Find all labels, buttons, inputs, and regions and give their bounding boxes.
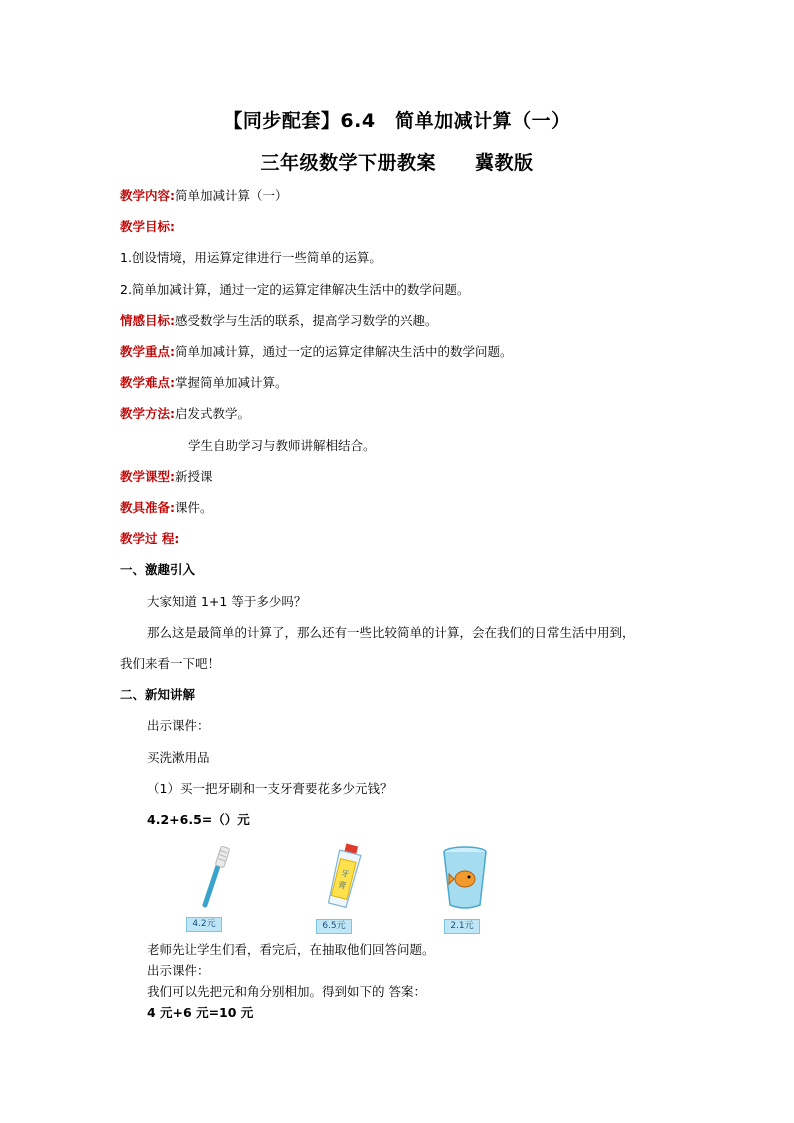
- content-text: 简单加减计算（一）: [175, 188, 288, 203]
- after-image-paragraph: 老师先让学生们看，看完后，在抽取他们回答问题。: [147, 942, 435, 957]
- teaching-key: [120, 343, 513, 361]
- lesson-type: [120, 468, 213, 486]
- section1-paragraph-2-cont: 我们来看一下吧！: [120, 656, 221, 671]
- teaching-tools: [120, 499, 213, 517]
- toothpaste-icon: [309, 840, 379, 916]
- toothpaste-label-1: 牙: [340, 868, 351, 879]
- tools-text: 课件。: [175, 500, 213, 515]
- method-label: 教学方法:: [120, 406, 175, 421]
- toothbrush-image: [183, 843, 253, 915]
- cup-icon: [430, 843, 500, 915]
- section1-heading: 一、激趣引入: [120, 562, 196, 577]
- goals-label: 教学目标:: [120, 219, 175, 234]
- toothbrush-price-tag: 4.2元: [186, 917, 222, 932]
- question-line: （1）买一把牙刷和一支牙膏要花多少元钱？: [147, 781, 393, 796]
- show-courseware-2: 出示课件：: [147, 963, 210, 978]
- toothpaste-label-2: 膏: [337, 879, 348, 891]
- section1-paragraph-2: 那么这是最简单的计算了，那么还有一些比较简单的计算，会在我们的日常生活中用到，: [147, 625, 635, 640]
- show-courseware-1: 出示课件：: [147, 718, 210, 733]
- document-title: 【同步配套】6.4 简单加减计算（一）: [223, 110, 571, 132]
- teaching-difficulty: [120, 374, 288, 392]
- tools-label: 教具准备:: [120, 500, 175, 515]
- method-text-2: 学生自助学习与教师讲解相结合。: [188, 438, 376, 453]
- section1-paragraph-1: 大家知道 1+1 等于多少吗？: [147, 594, 307, 609]
- lesson-type-text: 新授课: [175, 469, 213, 484]
- teaching-method: [120, 405, 250, 423]
- goal-item-2: 2.简单加减计算，通过一定的运算定律解决生活中的数学问题。: [120, 282, 470, 297]
- answer-intro: 我们可以先把元和角分别相加。得到如下的 答案：: [147, 984, 426, 999]
- section2-heading: 二、新知讲解: [120, 687, 196, 702]
- difficulty-text: 掌握简单加减计算。: [175, 375, 288, 390]
- cup-image: [430, 843, 500, 915]
- formula-line: 4.2+6.5=（）元: [147, 812, 250, 827]
- key-label: 教学重点:: [120, 344, 175, 359]
- goal-item-1: 1.创设情境，用运算定律进行一些简单的运算。: [120, 250, 382, 265]
- process-label: 教学过 程:: [120, 531, 180, 546]
- cup-price-tag: 2.1元: [444, 919, 480, 934]
- lesson-type-label: 教学课型:: [120, 469, 175, 484]
- difficulty-label: 教学难点:: [120, 375, 175, 390]
- emotion-label: 情感目标:: [120, 313, 175, 328]
- toothpaste-price-tag: 6.5元: [316, 919, 352, 934]
- key-text: 简单加减计算，通过一定的运算定律解决生活中的数学问题。: [175, 344, 513, 359]
- emotion-text: 感受数学与生活的联系，提高学习数学的兴趣。: [175, 313, 438, 328]
- toothpaste-image: [309, 840, 379, 912]
- document-subtitle: 三年级数学下册教案 冀教版: [260, 152, 534, 174]
- method-text-1: 启发式教学。: [175, 406, 251, 421]
- emotion-goal: [120, 312, 438, 330]
- answer-equation: 4 元+6 元=10 元: [147, 1005, 254, 1020]
- content-label: 教学内容:: [120, 188, 175, 203]
- topic-line: 买洗漱用品: [147, 750, 210, 765]
- teaching-content: [120, 187, 288, 205]
- toothbrush-icon: [183, 843, 253, 915]
